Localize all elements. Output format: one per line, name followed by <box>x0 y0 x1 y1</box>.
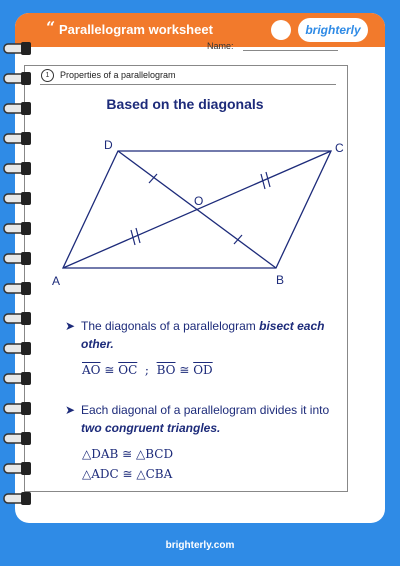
binding-ring <box>3 132 33 144</box>
binding-ring <box>3 252 33 264</box>
binding-ring <box>3 492 33 504</box>
binding-ring <box>3 102 33 114</box>
binding-ring <box>3 312 33 324</box>
binding-ring <box>3 342 33 354</box>
diagonal-bd <box>118 151 276 268</box>
worksheet-title: Parallelogram worksheet <box>59 22 213 37</box>
equation-triangles-1: △DAB ≅ △BCD <box>82 447 174 461</box>
binding-ring <box>3 162 33 174</box>
binding-ring <box>3 222 33 234</box>
binding-ring <box>3 192 33 204</box>
footer-url[interactable]: brighterly.com <box>165 540 235 551</box>
binding-ring <box>3 402 33 414</box>
binding-ring <box>3 42 33 54</box>
vertex-c: C <box>335 141 344 155</box>
binding-ring <box>3 372 33 384</box>
logo-text: brighterly <box>305 23 361 37</box>
equation-bisect: $\overline{AO}$ ≅ $\overline{OC}$ ; $\overline{BO}$ ≅ $\overline{OD}$ <box>82 363 213 377</box>
property-bisect: ➤ The diagonals of a parallelogram bisect each other. <box>65 319 325 351</box>
vertex-b: B <box>276 273 285 287</box>
vertex-a: A <box>52 274 61 288</box>
section-number: 1 <box>41 69 54 82</box>
name-label: Name: <box>207 41 234 51</box>
binding-ring <box>3 462 33 474</box>
section-title: Properties of a parallelogram <box>60 70 176 80</box>
arrow-bullet-icon: ➤ <box>65 403 76 417</box>
property-congruent: ➤ Each diagonal of a parallelogram divides it into two congruent triangles. <box>65 403 330 435</box>
diagram-subtitle: Based on the diagonals <box>106 96 264 112</box>
binding-ring <box>3 432 33 444</box>
vertex-d: D <box>104 138 113 152</box>
center-o: O <box>194 194 204 208</box>
binding-ring <box>3 282 33 294</box>
binding-ring <box>3 72 33 84</box>
quote-icon: “ <box>46 18 56 37</box>
equation-triangles-2: △ADC ≅ △CBA <box>82 467 173 481</box>
arrow-bullet-icon: ➤ <box>65 319 76 333</box>
